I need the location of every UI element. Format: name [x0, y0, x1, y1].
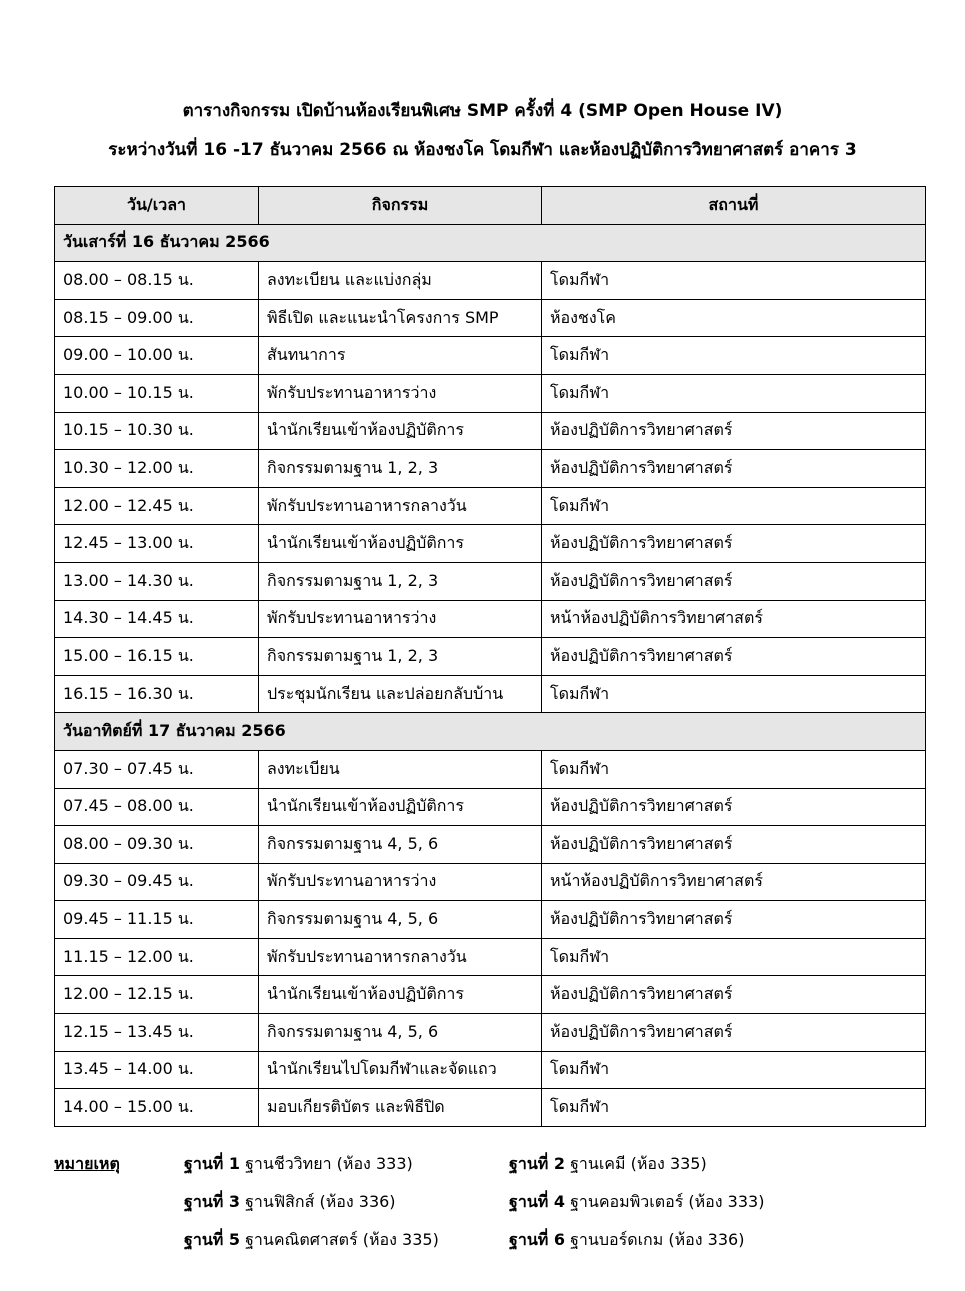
notes-label: หมายเหตุ	[54, 1154, 120, 1173]
station-desc: ฐานบอร์ดเกม (ห้อง 336)	[565, 1230, 745, 1249]
cell-location: หน้าห้องปฏิบัติการวิทยาศาสตร์	[542, 600, 926, 638]
table-row	[55, 638, 926, 676]
station-desc: ฐานฟิสิกส์ (ห้อง 336)	[240, 1192, 396, 1211]
cell-location: ห้องปฏิบัติการวิทยาศาสตร์	[542, 638, 926, 676]
station-desc: ฐานคอมพิวเตอร์ (ห้อง 333)	[565, 1192, 765, 1211]
column-header-activity: กิจกรรม	[259, 187, 542, 225]
table-row	[55, 1089, 926, 1127]
cell-activity: สันทนาการ	[259, 337, 542, 375]
table-row	[55, 938, 926, 976]
cell-location: ห้องปฏิบัติการวิทยาศาสตร์	[542, 788, 926, 826]
station-note	[509, 1228, 744, 1253]
cell-location: หน้าห้องปฏิบัติการวิทยาศาสตร์	[542, 863, 926, 901]
cell-activity: กิจกรรมตามฐาน 4, 5, 6	[259, 901, 542, 939]
cell-activity: นำนักเรียนไปโดมกีฬาและจัดแถว	[259, 1051, 542, 1089]
table-row	[55, 1014, 926, 1052]
page-subtitle: ระหว่างวันที่ 16 -17 ธันวาคม 2566 ณ ห้องชงโค โดมกีฬา และห้องปฏิบัติการวิทยาศาสตร์ อาคาร 3	[108, 140, 857, 160]
cell-activity: มอบเกียรติบัตร และพิธีปิด	[259, 1089, 542, 1127]
cell-activity: กิจกรรมตามฐาน 1, 2, 3	[259, 450, 542, 488]
station-name: ฐานที่ 2	[509, 1154, 565, 1173]
table-row	[55, 262, 926, 300]
cell-time: 14.30 – 14.45 น.	[55, 600, 259, 638]
table-row	[55, 863, 926, 901]
station-name: ฐานที่ 4	[509, 1192, 565, 1211]
cell-location: ห้องปฏิบัติการวิทยาศาสตร์	[542, 562, 926, 600]
cell-activity: นำนักเรียนเข้าห้องปฏิบัติการ	[259, 525, 542, 563]
cell-activity: พิธีเปิด และแนะนำโครงการ SMP	[259, 299, 542, 337]
table-header-row	[55, 187, 926, 225]
cell-location: โดมกีฬา	[542, 262, 926, 300]
station-desc: ฐานคณิตศาสตร์ (ห้อง 335)	[240, 1230, 439, 1249]
cell-activity: พักรับประทานอาหารกลางวัน	[259, 487, 542, 525]
cell-activity: กิจกรรมตามฐาน 4, 5, 6	[259, 826, 542, 864]
table-row	[55, 374, 926, 412]
cell-time: 13.45 – 14.00 น.	[55, 1051, 259, 1089]
station-desc: ฐานชีววิทยา (ห้อง 333)	[240, 1154, 413, 1173]
cell-time: 09.30 – 09.45 น.	[55, 863, 259, 901]
cell-time: 14.00 – 15.00 น.	[55, 1089, 259, 1127]
table-row	[55, 299, 926, 337]
table-row	[55, 487, 926, 525]
cell-time: 12.00 – 12.45 น.	[55, 487, 259, 525]
cell-location: ห้องปฏิบัติการวิทยาศาสตร์	[542, 412, 926, 450]
day-header-saturday	[55, 224, 926, 262]
cell-location: ห้องปฏิบัติการวิทยาศาสตร์	[542, 976, 926, 1014]
cell-time: 10.00 – 10.15 น.	[55, 374, 259, 412]
cell-time: 08.15 – 09.00 น.	[55, 299, 259, 337]
cell-time: 16.15 – 16.30 น.	[55, 675, 259, 713]
cell-time: 08.00 – 09.30 น.	[55, 826, 259, 864]
cell-time: 10.15 – 10.30 น.	[55, 412, 259, 450]
day-header-label: วันเสาร์ที่ 16 ธันวาคม 2566	[55, 224, 926, 262]
cell-location: โดมกีฬา	[542, 750, 926, 788]
cell-location: ห้องปฏิบัติการวิทยาศาสตร์	[542, 1014, 926, 1052]
table-row	[55, 826, 926, 864]
cell-time: 12.45 – 13.00 น.	[55, 525, 259, 563]
station-note	[509, 1152, 707, 1177]
cell-time: 12.15 – 13.45 น.	[55, 1014, 259, 1052]
table-row	[55, 412, 926, 450]
table-row	[55, 600, 926, 638]
table-row	[55, 450, 926, 488]
table-row	[55, 675, 926, 713]
cell-activity: พักรับประทานอาหารว่าง	[259, 863, 542, 901]
cell-time: 15.00 – 16.15 น.	[55, 638, 259, 676]
table-row	[55, 337, 926, 375]
cell-time: 09.45 – 11.15 น.	[55, 901, 259, 939]
station-note	[509, 1190, 764, 1215]
cell-activity: พักรับประทานอาหารกลางวัน	[259, 938, 542, 976]
cell-activity: พักรับประทานอาหารว่าง	[259, 374, 542, 412]
cell-time: 10.30 – 12.00 น.	[55, 450, 259, 488]
cell-location: โดมกีฬา	[542, 675, 926, 713]
cell-location: โดมกีฬา	[542, 374, 926, 412]
station-note	[184, 1228, 439, 1253]
cell-activity: ลงทะเบียน	[259, 750, 542, 788]
page-title: ตารางกิจกรรม เปิดบ้านห้องเรียนพิเศษ SMP ครั้งที่ 4 (SMP Open House IV)	[182, 101, 783, 121]
schedule-table	[54, 186, 926, 1127]
cell-activity: นำนักเรียนเข้าห้องปฏิบัติการ	[259, 788, 542, 826]
table-row	[55, 562, 926, 600]
table-row	[55, 1051, 926, 1089]
cell-location: โดมกีฬา	[542, 938, 926, 976]
station-note	[184, 1152, 413, 1177]
station-desc: ฐานเคมี (ห้อง 335)	[565, 1154, 707, 1173]
cell-location: โดมกีฬา	[542, 337, 926, 375]
column-header-time: วัน/เวลา	[55, 187, 259, 225]
cell-location: โดมกีฬา	[542, 1089, 926, 1127]
station-note	[184, 1190, 396, 1215]
table-row	[55, 750, 926, 788]
cell-time: 08.00 – 08.15 น.	[55, 262, 259, 300]
table-row	[55, 525, 926, 563]
station-name: ฐานที่ 5	[184, 1230, 240, 1249]
cell-activity: นำนักเรียนเข้าห้องปฏิบัติการ	[259, 976, 542, 1014]
cell-activity: ลงทะเบียน และแบ่งกลุ่ม	[259, 262, 542, 300]
cell-time: 11.15 – 12.00 น.	[55, 938, 259, 976]
station-name: ฐานที่ 3	[184, 1192, 240, 1211]
cell-activity: กิจกรรมตามฐาน 1, 2, 3	[259, 638, 542, 676]
cell-location: ห้องปฏิบัติการวิทยาศาสตร์	[542, 901, 926, 939]
cell-activity: นำนักเรียนเข้าห้องปฏิบัติการ	[259, 412, 542, 450]
cell-time: 09.00 – 10.00 น.	[55, 337, 259, 375]
cell-activity: กิจกรรมตามฐาน 4, 5, 6	[259, 1014, 542, 1052]
day-header-label: วันอาทิตย์ที่ 17 ธันวาคม 2566	[55, 713, 926, 751]
cell-time: 13.00 – 14.30 น.	[55, 562, 259, 600]
cell-activity: กิจกรรมตามฐาน 1, 2, 3	[259, 562, 542, 600]
table-row	[55, 788, 926, 826]
cell-time: 07.30 – 07.45 น.	[55, 750, 259, 788]
cell-activity: พักรับประทานอาหารว่าง	[259, 600, 542, 638]
cell-time: 07.45 – 08.00 น.	[55, 788, 259, 826]
table-row	[55, 901, 926, 939]
station-name: ฐานที่ 6	[509, 1230, 565, 1249]
day-header-sunday	[55, 713, 926, 751]
table-row	[55, 976, 926, 1014]
station-name: ฐานที่ 1	[184, 1154, 240, 1173]
cell-location: ห้องปฏิบัติการวิทยาศาสตร์	[542, 525, 926, 563]
cell-location: โดมกีฬา	[542, 1051, 926, 1089]
column-header-location: สถานที่	[542, 187, 926, 225]
cell-time: 12.00 – 12.15 น.	[55, 976, 259, 1014]
cell-location: ห้องชงโค	[542, 299, 926, 337]
cell-activity: ประชุมนักเรียน และปล่อยกลับบ้าน	[259, 675, 542, 713]
cell-location: ห้องปฏิบัติการวิทยาศาสตร์	[542, 826, 926, 864]
cell-location: โดมกีฬา	[542, 487, 926, 525]
cell-location: ห้องปฏิบัติการวิทยาศาสตร์	[542, 450, 926, 488]
